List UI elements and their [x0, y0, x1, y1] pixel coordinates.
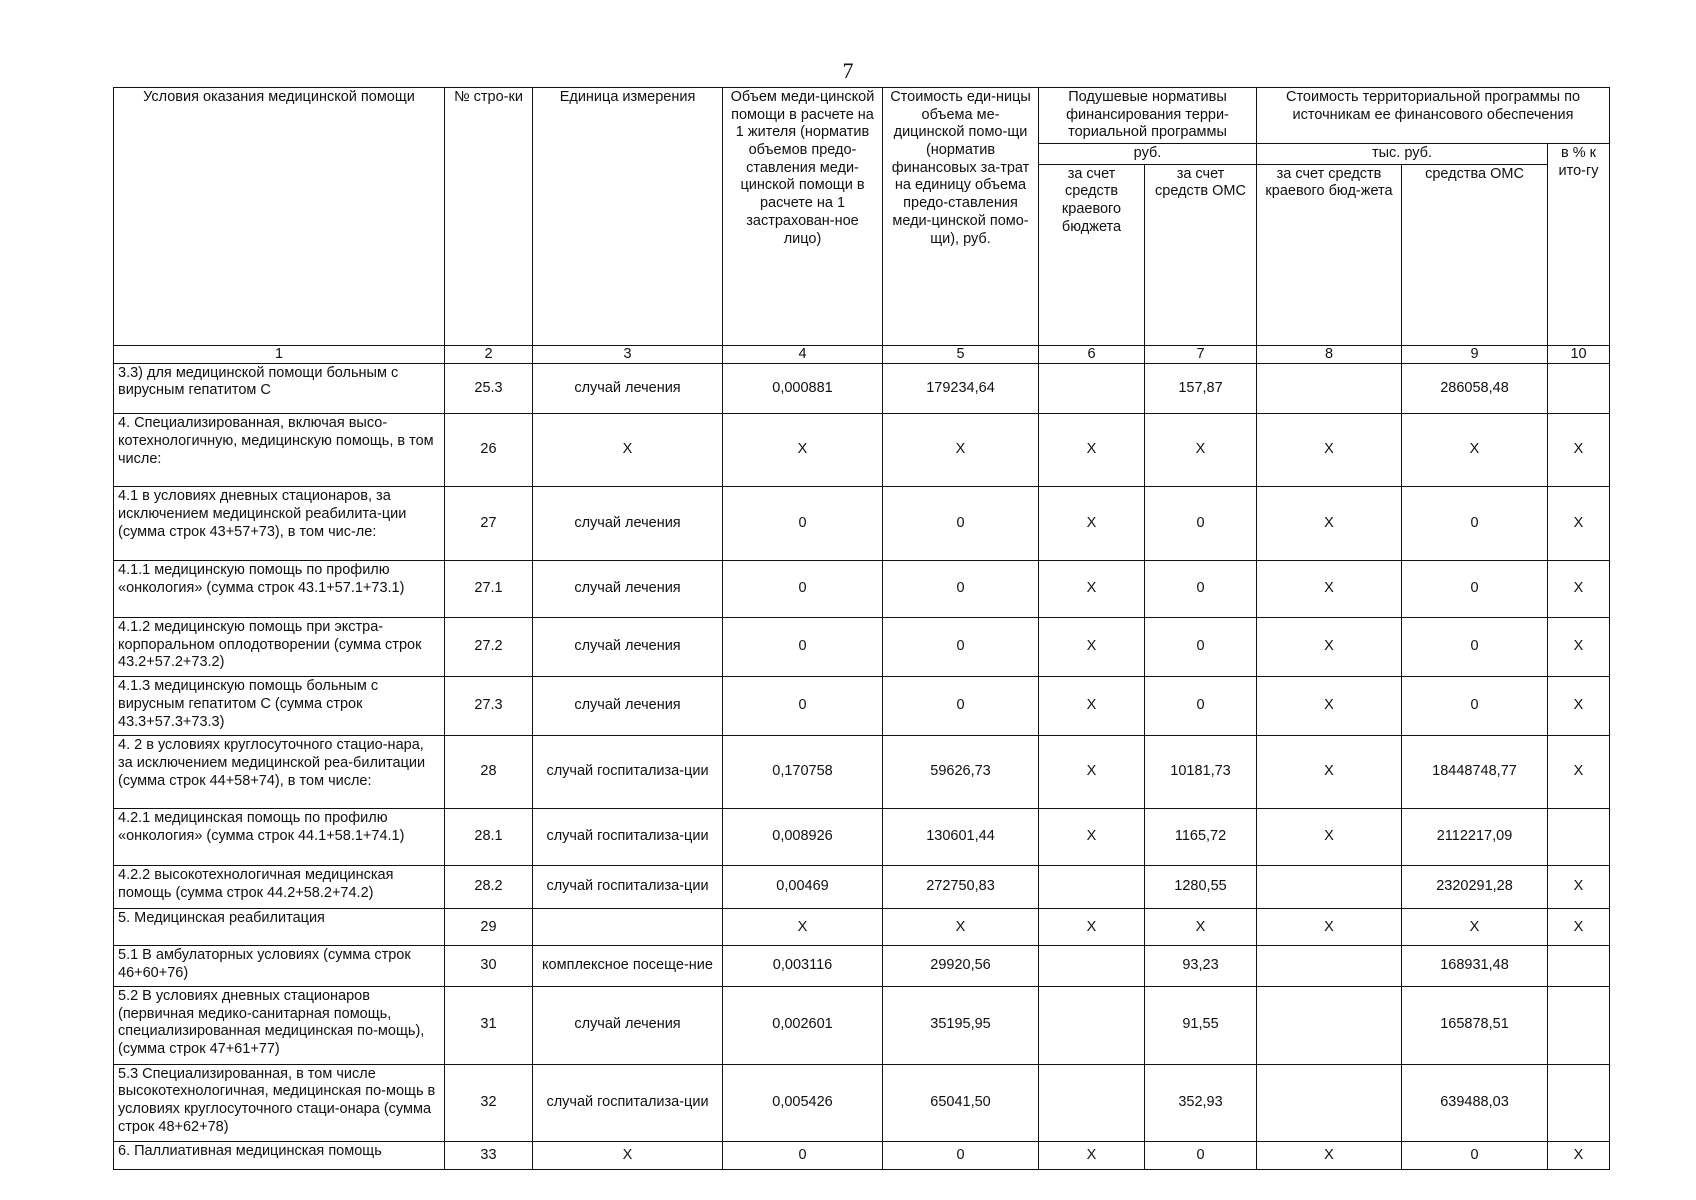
cell-regional-budget-per-capita: X	[1039, 677, 1145, 736]
cell-oms-cost: X	[1402, 414, 1548, 487]
cell-unit-cost: 179234,64	[883, 363, 1039, 414]
cell-regional-budget-cost	[1257, 866, 1402, 909]
cell-regional-budget-per-capita	[1039, 946, 1145, 986]
cell-volume: 0	[723, 561, 883, 618]
table-row	[114, 866, 1610, 909]
cell-oms-cost: 0	[1402, 487, 1548, 561]
cell-unit: комплексное посеще-ние	[533, 946, 723, 986]
cell-row-number: 27.3	[445, 677, 533, 736]
cell-percent	[1548, 363, 1610, 414]
cell-unit: случай госпитализа-ции	[533, 736, 723, 809]
cell-oms-per-capita: 91,55	[1145, 986, 1257, 1064]
header-regional-budget-per-capita: за счет средств краевого бюджета	[1039, 164, 1145, 345]
cell-regional-budget-cost: X	[1257, 1142, 1402, 1170]
cell-row-number: 27	[445, 487, 533, 561]
cell-unit-cost: 0	[883, 487, 1039, 561]
table-body	[114, 363, 1610, 1169]
header-oms-cost: средства ОМС	[1402, 164, 1548, 345]
cell-oms-cost: 168931,48	[1402, 946, 1548, 986]
cell-oms-per-capita: 0	[1145, 487, 1257, 561]
cell-regional-budget-per-capita	[1039, 986, 1145, 1064]
cell-oms-per-capita: 0	[1145, 618, 1257, 677]
cell-oms-per-capita: 0	[1145, 677, 1257, 736]
cell-regional-budget-cost: X	[1257, 909, 1402, 946]
cell-oms-per-capita: 157,87	[1145, 363, 1257, 414]
cell-regional-budget-per-capita: X	[1039, 809, 1145, 866]
cell-regional-budget-per-capita	[1039, 363, 1145, 414]
cell-percent: X	[1548, 909, 1610, 946]
cell-volume: 0,00469	[723, 866, 883, 909]
cell-regional-budget-per-capita: X	[1039, 414, 1145, 487]
cell-conditions: 5.1 В амбулаторных условиях (сумма строк 46+60+76)	[114, 946, 445, 986]
cell-row-number: 26	[445, 414, 533, 487]
cell-regional-budget-cost	[1257, 1064, 1402, 1142]
cell-volume: 0,000881	[723, 363, 883, 414]
cell-percent	[1548, 809, 1610, 866]
cell-row-number: 30	[445, 946, 533, 986]
cell-row-number: 25.3	[445, 363, 533, 414]
cell-regional-budget-per-capita: X	[1039, 1142, 1145, 1170]
cell-unit: случай лечения	[533, 561, 723, 618]
column-number: 10	[1548, 345, 1610, 363]
cell-percent: X	[1548, 487, 1610, 561]
cell-oms-cost: 286058,48	[1402, 363, 1548, 414]
cell-unit-cost: 35195,95	[883, 986, 1039, 1064]
header-program-cost: Стоимость территориальной программы по источникам ее финансового обеспечения	[1257, 88, 1610, 144]
column-number: 7	[1145, 345, 1257, 363]
cell-percent: X	[1548, 561, 1610, 618]
cell-regional-budget-cost	[1257, 986, 1402, 1064]
cell-conditions: 4.1.2 медицинскую помощь при экстра-корпоральном оплодотворении (сумма строк 43.2+57.2+73.2)	[114, 618, 445, 677]
cell-unit: случай лечения	[533, 618, 723, 677]
cell-oms-cost: 18448748,77	[1402, 736, 1548, 809]
cell-percent: X	[1548, 414, 1610, 487]
cell-oms-per-capita: 10181,73	[1145, 736, 1257, 809]
header-percent-of-total: в % к ито-гу	[1548, 144, 1610, 346]
cell-percent: X	[1548, 618, 1610, 677]
cell-unit-cost: 0	[883, 677, 1039, 736]
cell-oms-cost: 639488,03	[1402, 1064, 1548, 1142]
table-row	[114, 487, 1610, 561]
cell-row-number: 32	[445, 1064, 533, 1142]
cell-unit	[533, 909, 723, 946]
cell-regional-budget-cost	[1257, 363, 1402, 414]
cell-row-number: 29	[445, 909, 533, 946]
header-volume: Объем меди-цинской помощи в расчете на 1 жителя (норматив объемов предо-ставления меди-цинской помощи в расчете на 1 застрахован-ное лицо)	[723, 88, 883, 346]
cell-oms-cost: X	[1402, 909, 1548, 946]
cell-conditions: 5. Медицинская реабилитация	[114, 909, 445, 946]
table-row	[114, 414, 1610, 487]
cell-unit-cost: 65041,50	[883, 1064, 1039, 1142]
cell-unit: X	[533, 1142, 723, 1170]
column-number: 2	[445, 345, 533, 363]
table-row	[114, 809, 1610, 866]
cell-regional-budget-per-capita: X	[1039, 909, 1145, 946]
cell-row-number: 27.2	[445, 618, 533, 677]
cell-row-number: 28.2	[445, 866, 533, 909]
table-row	[114, 618, 1610, 677]
cell-volume: 0,008926	[723, 809, 883, 866]
cell-regional-budget-cost: X	[1257, 561, 1402, 618]
cell-percent: X	[1548, 866, 1610, 909]
cell-percent	[1548, 986, 1610, 1064]
cell-unit-cost: X	[883, 414, 1039, 487]
cell-oms-per-capita: 1165,72	[1145, 809, 1257, 866]
cell-conditions: 3.3) для медицинской помощи больным с вирусным гепатитом С	[114, 363, 445, 414]
cell-regional-budget-per-capita	[1039, 866, 1145, 909]
cell-oms-cost: 2320291,28	[1402, 866, 1548, 909]
cell-oms-per-capita: 352,93	[1145, 1064, 1257, 1142]
column-number: 6	[1039, 345, 1145, 363]
table-row	[114, 946, 1610, 986]
cell-row-number: 28	[445, 736, 533, 809]
cell-volume: 0	[723, 677, 883, 736]
cell-percent: X	[1548, 677, 1610, 736]
cell-unit: случай лечения	[533, 363, 723, 414]
table-row	[114, 677, 1610, 736]
cell-regional-budget-cost: X	[1257, 618, 1402, 677]
cell-regional-budget-per-capita: X	[1039, 487, 1145, 561]
cell-volume: 0,170758	[723, 736, 883, 809]
cell-unit: случай лечения	[533, 986, 723, 1064]
cell-conditions: 5.2 В условиях дневных стационаров (первичная медико-санитарная помощь, специализированная медицинская по-мощь), (сумма строк 47+61+77)	[114, 986, 445, 1064]
cell-regional-budget-cost: X	[1257, 414, 1402, 487]
cell-unit-cost: 0	[883, 618, 1039, 677]
cell-row-number: 31	[445, 986, 533, 1064]
cell-conditions: 4. 2 в условиях круглосуточного стацио-нара, за исключением медицинской реа-билитации (сумма строк 44+58+74), в том числе:	[114, 736, 445, 809]
cell-percent	[1548, 946, 1610, 986]
table-row	[114, 1142, 1610, 1170]
table-row	[114, 909, 1610, 946]
cell-unit-cost: 0	[883, 561, 1039, 618]
cell-regional-budget-per-capita: X	[1039, 561, 1145, 618]
cell-row-number: 33	[445, 1142, 533, 1170]
cell-unit-cost: X	[883, 909, 1039, 946]
cell-regional-budget-per-capita	[1039, 1064, 1145, 1142]
cell-volume: X	[723, 909, 883, 946]
column-number: 3	[533, 345, 723, 363]
table-row	[114, 736, 1610, 809]
cell-volume: 0	[723, 1142, 883, 1170]
cell-oms-per-capita: 1280,55	[1145, 866, 1257, 909]
cell-unit: случай госпитализа-ции	[533, 809, 723, 866]
cell-volume: 0	[723, 618, 883, 677]
cell-conditions: 4. Специализированная, включая высо-котехнологичную, медицинскую помощь, в том числе:	[114, 414, 445, 487]
cell-regional-budget-per-capita: X	[1039, 618, 1145, 677]
cell-conditions: 5.3 Специализированная, в том числе высокотехнологичная, медицинская по-мощь в условиях круглосуточного стаци-онара (сумма строк 48+62+78)	[114, 1064, 445, 1142]
column-number: 8	[1257, 345, 1402, 363]
column-number: 1	[114, 345, 445, 363]
cell-unit-cost: 59626,73	[883, 736, 1039, 809]
cell-conditions: 6. Паллиативная медицинская помощь	[114, 1142, 445, 1170]
cell-unit: случай лечения	[533, 487, 723, 561]
cell-oms-per-capita: X	[1145, 909, 1257, 946]
cell-volume: 0,005426	[723, 1064, 883, 1142]
cell-oms-cost: 0	[1402, 1142, 1548, 1170]
cell-regional-budget-cost: X	[1257, 736, 1402, 809]
column-number: 5	[883, 345, 1039, 363]
cell-conditions: 4.1 в условиях дневных стационаров, за исключением медицинской реабилита-ции (сумма строк 43+57+73), в том чис-ле:	[114, 487, 445, 561]
cell-percent	[1548, 1064, 1610, 1142]
cell-regional-budget-cost: X	[1257, 677, 1402, 736]
header-thous-rub: тыс. руб.	[1257, 144, 1548, 165]
cell-unit-cost: 29920,56	[883, 946, 1039, 986]
cell-unit-cost: 130601,44	[883, 809, 1039, 866]
cell-regional-budget-cost	[1257, 946, 1402, 986]
cell-regional-budget-cost: X	[1257, 809, 1402, 866]
cell-regional-budget-per-capita: X	[1039, 736, 1145, 809]
cell-oms-cost: 0	[1402, 618, 1548, 677]
table-row	[114, 986, 1610, 1064]
header-oms-per-capita: за счет средств ОМС	[1145, 164, 1257, 345]
column-number-row	[114, 345, 1610, 363]
column-number: 4	[723, 345, 883, 363]
cell-oms-cost: 0	[1402, 677, 1548, 736]
cell-volume: 0,002601	[723, 986, 883, 1064]
header-per-capita-norms: Подушевые нормативы финансирования терри-ториальной программы	[1039, 88, 1257, 144]
table-row	[114, 561, 1610, 618]
header-regional-budget-cost: за счет средств краевого бюд-жета	[1257, 164, 1402, 345]
cell-percent: X	[1548, 736, 1610, 809]
header-rub: руб.	[1039, 144, 1257, 165]
column-number: 9	[1402, 345, 1548, 363]
cell-conditions: 4.1.3 медицинскую помощь больным с вирусным гепатитом С (сумма строк 43.3+57.3+73.3)	[114, 677, 445, 736]
header-conditions: Условия оказания медицинской помощи	[114, 88, 445, 346]
header-unit-cost: Стоимость еди-ницы объема ме-дицинской помо-щи (норматив финансовых за-трат на единицу объема предо-ставления меди-цинской помо-щи), руб.	[883, 88, 1039, 346]
cell-oms-per-capita: 93,23	[1145, 946, 1257, 986]
table-row	[114, 363, 1610, 414]
cell-percent: X	[1548, 1142, 1610, 1170]
page-number: 7	[842, 58, 854, 83]
header-row-number: № стро-ки	[445, 88, 533, 346]
cell-conditions: 4.2.2 высокотехнологичная медицинская помощь (сумма строк 44.2+58.2+74.2)	[114, 866, 445, 909]
cell-unit: случай лечения	[533, 677, 723, 736]
cell-volume: X	[723, 414, 883, 487]
cell-unit: случай госпитализа-ции	[533, 1064, 723, 1142]
cell-oms-per-capita: 0	[1145, 561, 1257, 618]
cell-regional-budget-cost: X	[1257, 487, 1402, 561]
cell-unit: случай госпитализа-ции	[533, 866, 723, 909]
cell-volume: 0	[723, 487, 883, 561]
cell-oms-cost: 2112217,09	[1402, 809, 1548, 866]
cell-unit: X	[533, 414, 723, 487]
cell-unit-cost: 272750,83	[883, 866, 1039, 909]
cell-oms-cost: 0	[1402, 561, 1548, 618]
cell-volume: 0,003116	[723, 946, 883, 986]
table-row	[114, 1064, 1610, 1142]
cell-conditions: 4.2.1 медицинская помощь по профилю «онкология» (сумма строк 44.1+58.1+74.1)	[114, 809, 445, 866]
header-unit: Единица измерения	[533, 88, 723, 346]
cell-oms-per-capita: 0	[1145, 1142, 1257, 1170]
cell-oms-per-capita: X	[1145, 414, 1257, 487]
cell-oms-cost: 165878,51	[1402, 986, 1548, 1064]
cell-unit-cost: 0	[883, 1142, 1039, 1170]
cell-row-number: 27.1	[445, 561, 533, 618]
cell-conditions: 4.1.1 медицинскую помощь по профилю «онкология» (сумма строк 43.1+57.1+73.1)	[114, 561, 445, 618]
cell-row-number: 28.1	[445, 809, 533, 866]
program-cost-table	[113, 87, 1610, 1170]
